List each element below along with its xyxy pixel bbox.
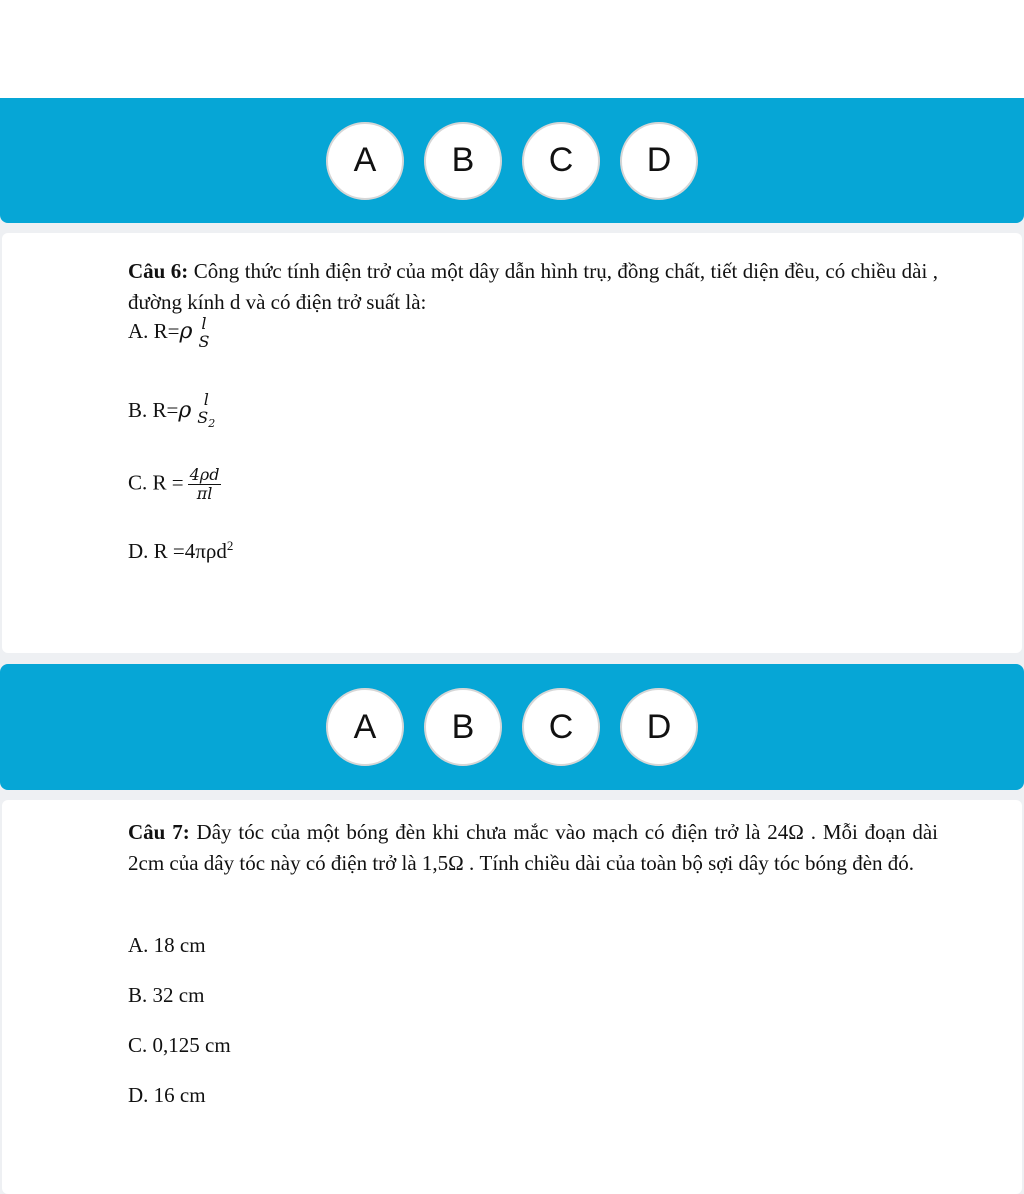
- question-6-body: Công thức tính điện trở của một dây dẫn hình trụ, đồng chất, tiết diện đều, có chiều dài , đường kính d và có điện trở suất là:: [128, 259, 938, 314]
- answer-b-button[interactable]: B: [424, 122, 502, 200]
- question-6-option-a: A. R=ρ l S: [128, 314, 210, 351]
- question-6-label: Câu 6:: [128, 259, 189, 283]
- answer-a-button[interactable]: A: [326, 688, 404, 766]
- answer-b-button[interactable]: B: [424, 688, 502, 766]
- question-6-option-b: B. R=ρ l $S_2$: [128, 390, 216, 431]
- question-7-option-d: D. 16 cm: [128, 1083, 206, 1107]
- question-6-card: [2, 233, 1022, 653]
- question-7-label: Câu 7:: [128, 820, 190, 844]
- previous-question-card: [0, 0, 1024, 98]
- answer-d-button[interactable]: D: [620, 122, 698, 200]
- question-6-text: [128, 256, 938, 318]
- question-6-option-c: C. R = $\frac{4\rho d}{\pi l}$: [128, 465, 220, 503]
- question-7-text: [128, 817, 938, 879]
- question-7-option-c: C. 0,125 cm: [128, 1033, 231, 1057]
- question-7-option-a: A. 18 cm: [128, 933, 206, 957]
- answer-bar-1: [0, 98, 1024, 223]
- question-7-card: [2, 800, 1022, 1194]
- answer-a-button[interactable]: A: [326, 122, 404, 200]
- question-7-body: Dây tóc của một bóng đèn khi chưa mắc vào mạch có điện trở là 24Ω . Mỗi đoạn dài 2cm của dây tóc này có điện trở là 1,5Ω . Tính chiều dài của toàn bộ sợi dây tóc bóng đèn đó.: [128, 820, 939, 875]
- question-7-option-b: B. 32 cm: [128, 983, 205, 1007]
- answer-bar-2: [0, 664, 1024, 790]
- answer-c-button[interactable]: C: [522, 688, 600, 766]
- question-6-option-d: D. R =4πρd$^2$: [128, 538, 234, 563]
- answer-d-button[interactable]: D: [620, 688, 698, 766]
- answer-c-button[interactable]: C: [522, 122, 600, 200]
